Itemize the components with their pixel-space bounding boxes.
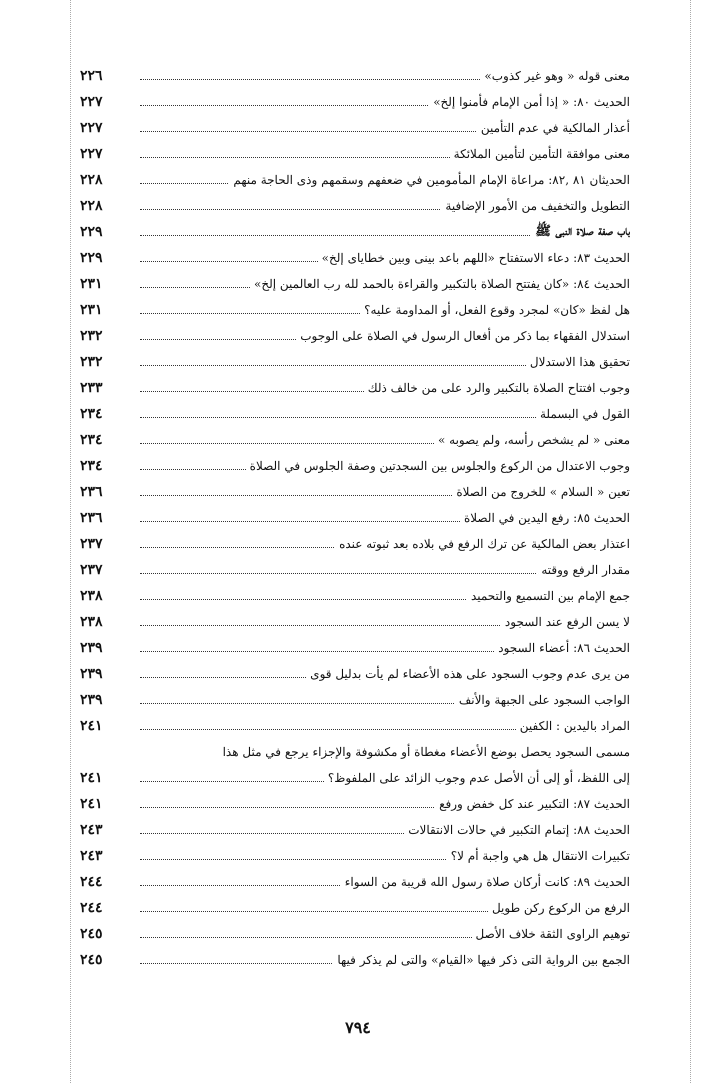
toc-page-number: ٢٢٧ <box>80 146 103 162</box>
toc-entry <box>70 944 630 970</box>
toc-entry <box>70 710 630 736</box>
toc-page-number: ٢٣١ <box>80 302 103 318</box>
toc-entry-title: الرفع من الركوع ركن طويل <box>488 901 630 915</box>
toc-entry-title: الحديث ٨٣: دعاء الاستفتاح «اللهم باعد بينى وبين خطاياى إلخ» <box>318 251 630 265</box>
page-number-footer: ٧٩٤ <box>345 1018 371 1037</box>
toc-entry <box>70 424 630 450</box>
toc-entry-title: استدلال الفقهاء بما ذكر من أفعال الرسول في الصلاة على الوجوب <box>296 329 630 343</box>
toc-entry <box>70 632 630 658</box>
toc-page-number: ٢٣٣ <box>80 380 103 396</box>
toc-page-number: ٢٤٥ <box>80 926 103 942</box>
toc-entry <box>70 164 630 190</box>
toc-entry-title: الحديث ٨٤: «كان يفتتح الصلاة بالتكبير والقراءة بالحمد لله رب العالمين إلخ» <box>250 277 630 291</box>
toc-entry <box>70 268 630 294</box>
toc-entry <box>70 320 630 346</box>
toc-page-number: ٢٢٩ <box>80 224 103 240</box>
toc-page-number: ٢٣٨ <box>80 588 103 604</box>
toc-entry <box>70 580 630 606</box>
toc-entry-title: جمع الإمام بين التسميع والتحميد <box>467 589 630 603</box>
toc-entry-title: هل لفظ «كان» لمجرد وقوع الفعل، أو المداومة عليه؟ <box>360 303 630 317</box>
toc-entry <box>70 476 630 502</box>
toc-entry <box>70 112 630 138</box>
toc-page-number: ٢٣٧ <box>80 562 103 578</box>
toc-entry <box>70 242 630 268</box>
toc-entry-title: القول في البسملة <box>536 407 630 421</box>
toc-entry <box>70 398 630 424</box>
toc-entry-title: الحديث ٨٠: « إذا أمن الإمام فأمنوا إلخ» <box>429 95 630 109</box>
toc-entry <box>70 528 630 554</box>
toc-page-number: ٢٢٨ <box>80 198 103 214</box>
toc-page-number: ٢٣٩ <box>80 640 103 656</box>
toc-page-number: ٢٤٣ <box>80 822 103 838</box>
toc-entry-title: الواجب السجود على الجبهة والأنف <box>455 693 630 707</box>
toc-entry <box>70 216 630 242</box>
toc-entry <box>70 814 630 840</box>
toc-page-number: ٢٣٦ <box>80 510 103 526</box>
toc-page-number: ٢٤٤ <box>80 874 103 890</box>
toc-entry-title: الجمع بين الرواية التى ذكر فيها «القيام» والتى لم يذكر فيها <box>333 953 630 967</box>
toc-entry-title: الحديث ٨٨: إتمام التكبير في حالات الانتقالات <box>404 823 630 837</box>
toc-entry-title: المراد باليدين : الكفين <box>516 719 630 733</box>
toc-entry-title: لا يسن الرفع عند السجود <box>501 615 630 629</box>
right-margin-rule <box>690 0 691 1083</box>
toc-entry-title: معنى موافقة التأمين لتأمين الملائكة <box>450 147 630 161</box>
toc-entry <box>70 762 630 788</box>
toc-page-number: ٢٣٩ <box>80 666 103 682</box>
toc-entry <box>70 788 630 814</box>
toc-entry <box>70 346 630 372</box>
toc-entry-title: الحديثان ٨١ ,٨٢: مراعاة الإمام المأمومين في ضعفهم وسقمهم وذى الحاجة منهم <box>229 173 630 187</box>
toc-entry <box>70 658 630 684</box>
toc-entry <box>70 502 630 528</box>
toc-entry-title: من يرى عدم وجوب السجود على هذه الأعضاء لم يأت بدليل قوى <box>306 667 630 681</box>
toc-page-number: ٢٤١ <box>80 718 103 734</box>
toc-entry <box>70 866 630 892</box>
table-of-contents <box>70 60 630 970</box>
toc-entry-title: إلى اللفظ، أو إلى أن الأصل عدم وجوب الزائد على الملفوظ؟ <box>324 771 630 785</box>
toc-entry-title: الحديث ٨٩: كانت أركان صلاة رسول الله قريبة من السواء <box>341 875 630 889</box>
toc-page-number: ٢٣٤ <box>80 458 103 474</box>
toc-entry-title: مسمى السجود يحصل بوضع الأعضاء مغطاة أو مكشوفة والإجزاء يرجع في مثل هذا <box>219 745 630 759</box>
toc-entry-title: أعذار المالكية في عدم التأمين <box>477 121 630 135</box>
toc-page-number: ٢٣٩ <box>80 692 103 708</box>
toc-entry <box>70 86 630 112</box>
toc-page-number: ٢٤٣ <box>80 848 103 864</box>
toc-entry <box>70 554 630 580</box>
toc-entry-title: وجوب الاعتدال من الركوع والجلوس بين السجدتين وصفة الجلوس في الصلاة <box>246 459 630 473</box>
toc-entry <box>70 606 630 632</box>
toc-entry <box>70 138 630 164</box>
toc-page-number: ٢٣٤ <box>80 432 103 448</box>
toc-entry-title: الحديث ٨٥: رفع اليدين في الصلاة <box>460 511 630 525</box>
toc-page-number: ٢٣١ <box>80 276 103 292</box>
toc-page-number: ٢٢٩ <box>80 250 103 266</box>
toc-entry-title: التطويل والتخفيف من الأمور الإضافية <box>441 199 630 213</box>
toc-page-number: ٢٢٨ <box>80 172 103 188</box>
toc-entry-title: معنى قوله « وهو غير كذوب» <box>480 69 630 83</box>
toc-page-number: ٢٣٢ <box>80 354 103 370</box>
toc-page-number: ٢٢٧ <box>80 94 103 110</box>
toc-page-number: ٢٣٢ <box>80 328 103 344</box>
toc-entry <box>70 892 630 918</box>
toc-entry-title: الحديث ٨٧: التكبير عند كل خفض ورفع <box>435 797 630 811</box>
toc-page-number: ٢٣٤ <box>80 406 103 422</box>
toc-entry <box>70 190 630 216</box>
toc-page-number: ٢٤٥ <box>80 952 103 968</box>
toc-entry <box>70 294 630 320</box>
toc-entry-title: اعتذار بعض المالكية عن ترك الرفع في بلاده بعد ثبوته عنده <box>335 537 630 551</box>
toc-page-number: ٢٣٧ <box>80 536 103 552</box>
toc-page-number: ٢٤١ <box>80 796 103 812</box>
toc-page-number: ٢٣٦ <box>80 484 103 500</box>
toc-entry <box>70 918 630 944</box>
toc-entry-title: معنى « لم يشخص رأسه، ولم يصوبه » <box>434 433 630 447</box>
toc-entry-title: وجوب افتتاح الصلاة بالتكبير والرد على من خالف ذلك <box>364 381 630 395</box>
toc-entry-title: توهيم الراوى الثقة خلاف الأصل <box>472 927 630 941</box>
toc-entry <box>70 736 630 762</box>
toc-entry-title: تعين « السلام » للخروج من الصلاة <box>452 485 630 499</box>
toc-entry-title: تحقيق هذا الاستدلال <box>526 355 630 369</box>
toc-entry <box>70 60 630 86</box>
toc-page-number: ٢٢٦ <box>80 68 103 84</box>
toc-page-number: ٢٢٧ <box>80 120 103 136</box>
chapter-heading: باب صفة صلاة النبى ﷺ <box>531 225 630 239</box>
toc-entry <box>70 840 630 866</box>
toc-page-number: ٢٤٤ <box>80 900 103 916</box>
toc-entry <box>70 372 630 398</box>
toc-entry-title: مقدار الرفع ووقته <box>537 563 630 577</box>
toc-entry-title: تكبيرات الانتقال هل هي واجبة أم لا؟ <box>447 849 630 863</box>
toc-entry-title: الحديث ٨٦: أعضاء السجود <box>494 641 630 655</box>
toc-entry <box>70 684 630 710</box>
toc-page-number: ٢٤١ <box>80 770 103 786</box>
toc-page-number: ٢٣٨ <box>80 614 103 630</box>
toc-entry <box>70 450 630 476</box>
